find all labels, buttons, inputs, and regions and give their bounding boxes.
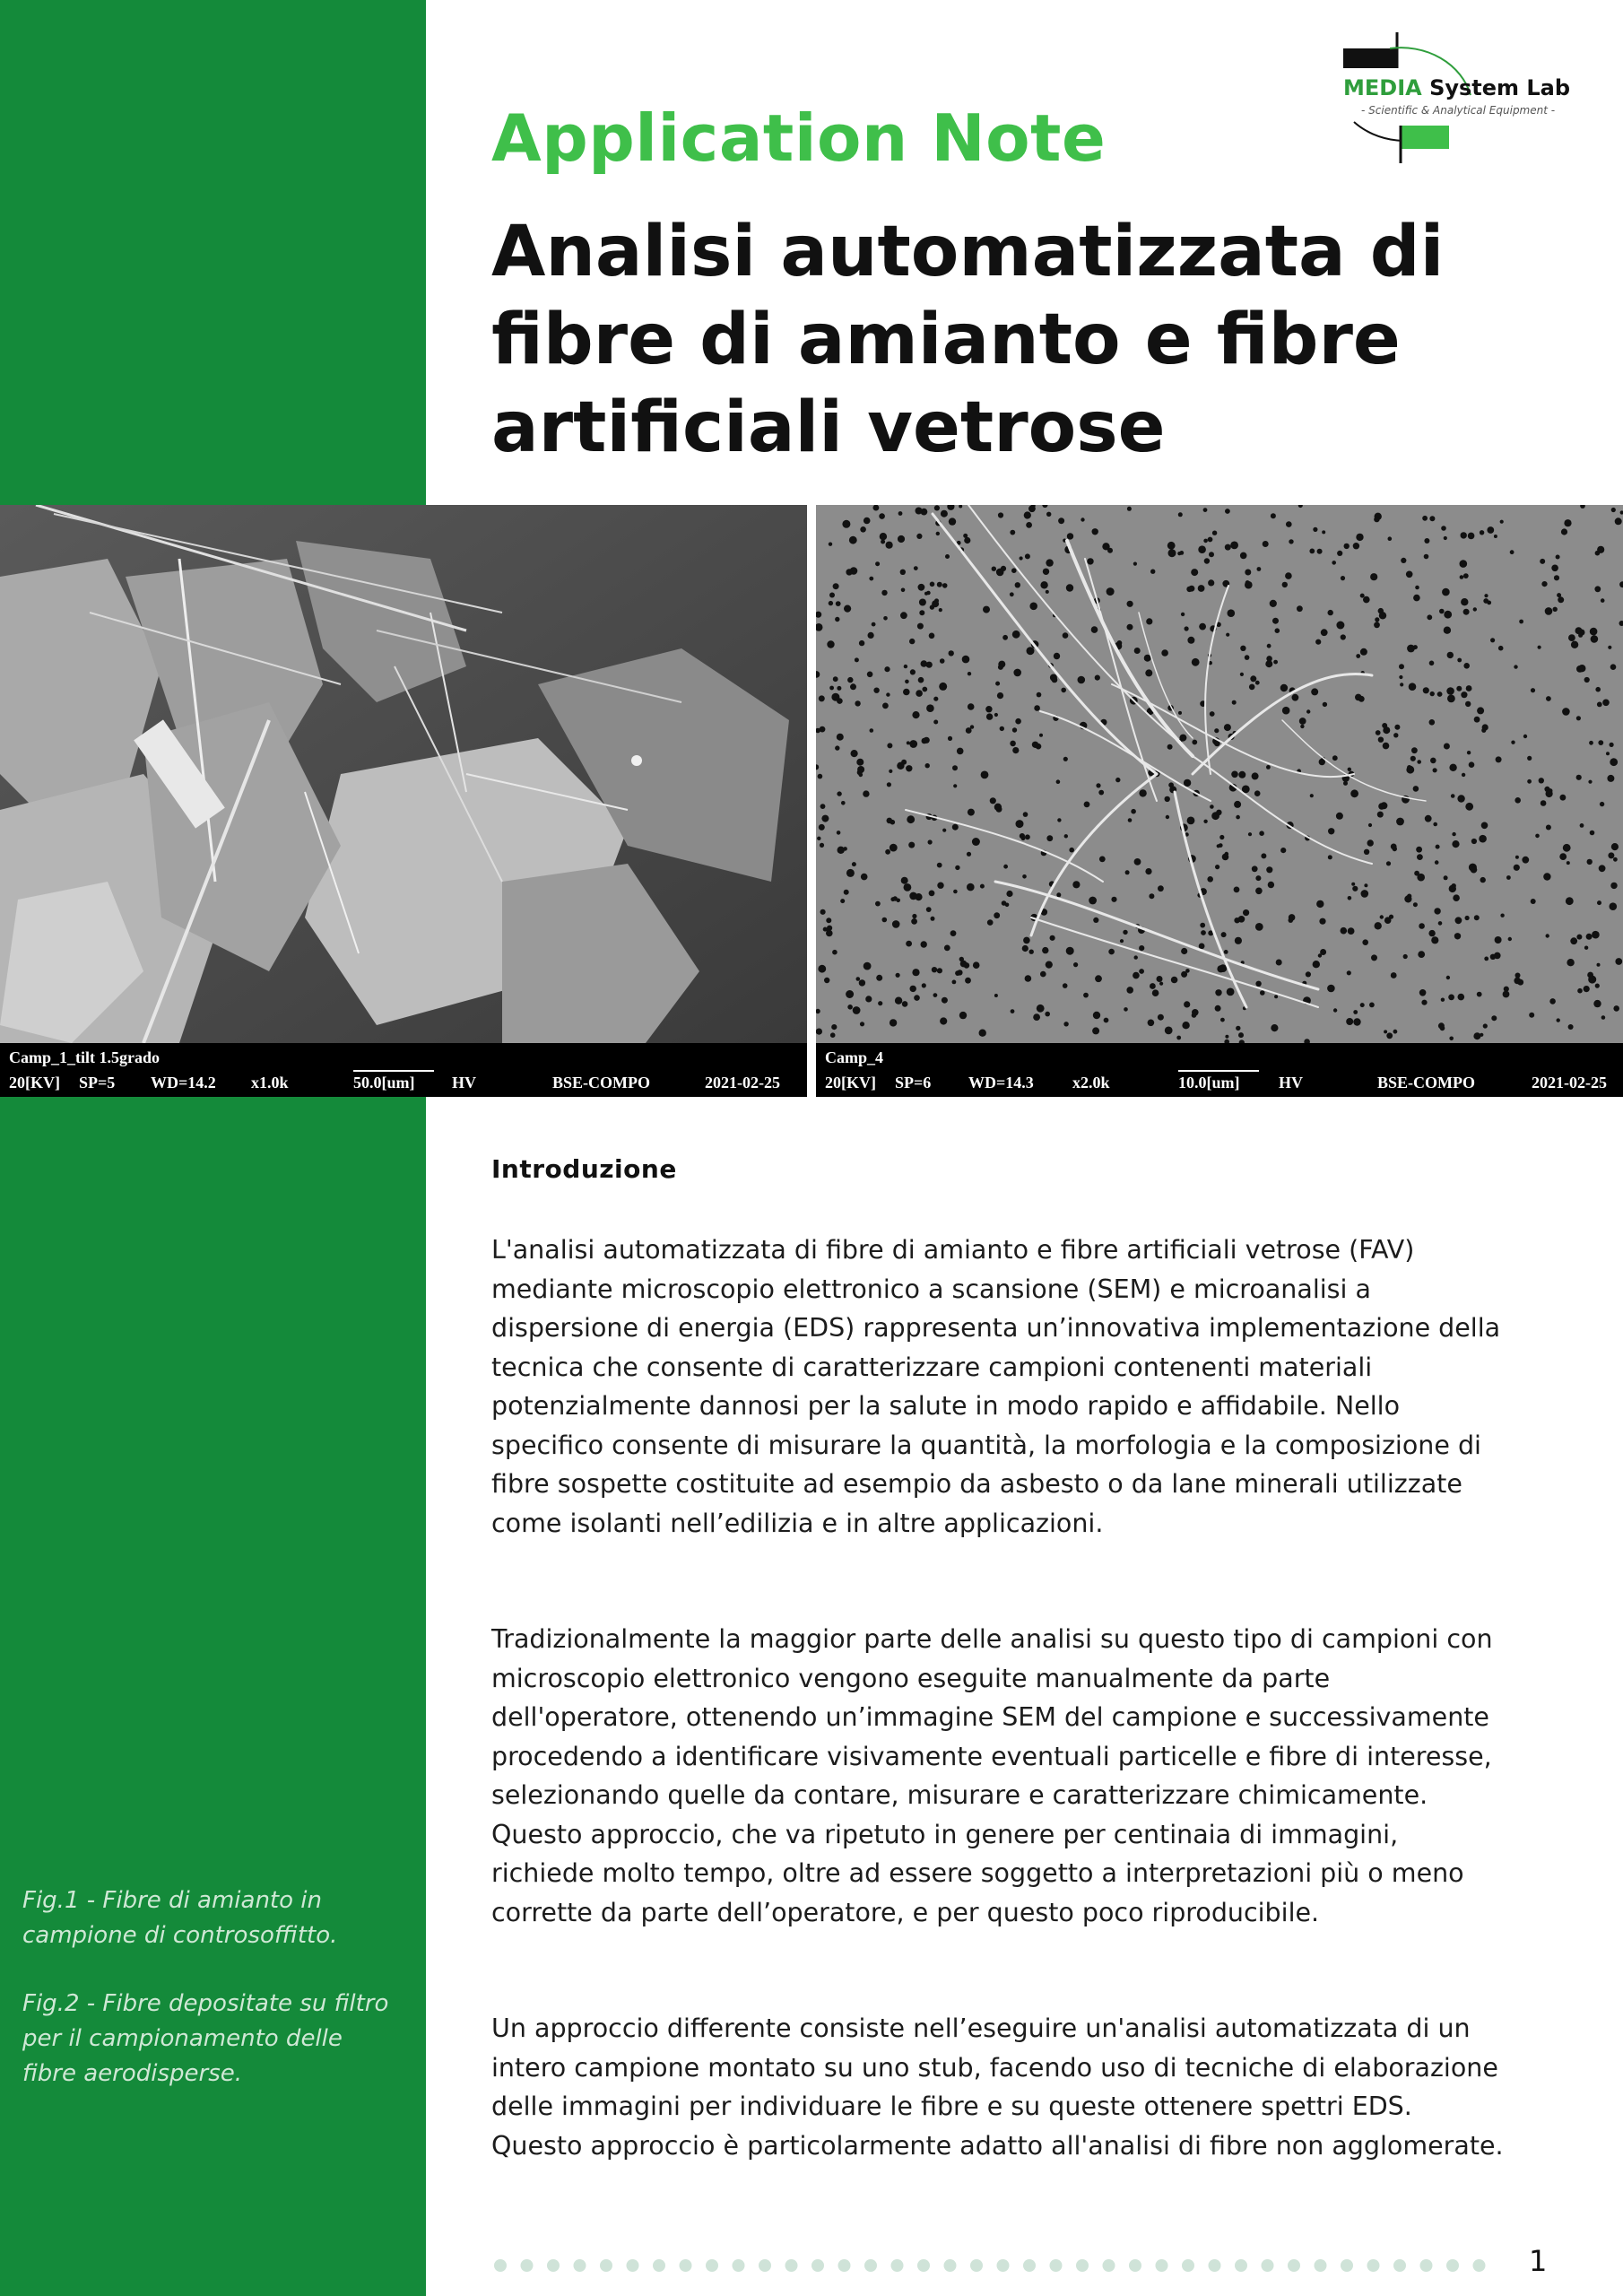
- sem-hv: HV: [1279, 1074, 1303, 1091]
- figure-caption-2: Fig.2 - Fibre depositate su filtro per il campionamento delle fibre aerodisperse.: [22, 1990, 389, 2087]
- sem-info-bar: [0, 1043, 807, 1097]
- sem-caption: Camp_1_tilt 1.5grado: [9, 1048, 160, 1066]
- sem-date: 2021-02-25: [705, 1074, 780, 1091]
- paragraph-3: Un approccio differente consiste nell’eseguire un'analisi automatizzata di un intero campione montato su uno stub, facendo uso di tecniche di elaborazione delle immagini per individuare le fibre e su queste ottenere spettri EDS. Questo approccio è particolarmente adatto all'analisi di fibre non agglomerate.: [491, 2013, 1504, 2161]
- sem-kv: 20[KV]: [825, 1074, 876, 1091]
- sem-mode: BSE-COMPO: [1377, 1074, 1476, 1091]
- green-sidebar-top: [0, 0, 426, 505]
- green-sidebar-bottom: [0, 1096, 426, 2296]
- sem-scale: 50.0[um]: [353, 1070, 434, 1092]
- sem-image-asbestos: [0, 505, 807, 1097]
- sem-mode: BSE-COMPO: [552, 1074, 651, 1091]
- figure-caption-1: Fig.1 - Fibre di amianto in campione di controsoffitto.: [22, 1887, 338, 1949]
- sem-wd: WD=14.3: [968, 1074, 1034, 1091]
- sem-kv: 20[KV]: [9, 1074, 60, 1091]
- logo-system-lab: System Lab: [1429, 75, 1571, 100]
- sem-micrograph-1: [0, 505, 807, 1043]
- sem-image-filter: [816, 505, 1623, 1097]
- dotted-divider: [491, 2257, 1505, 2274]
- company-logo: [1336, 32, 1605, 167]
- paragraph-1: L'analisi automatizzata di fibre di amianto e fibre artificiali vetrose (FAV) mediante microscopio elettronico a scansione (SEM) e microanalisi a dispersione di energia (EDS) rappresenta un’innovativa implementazione della tecnica che consente di caratterizzare campioni contenenti materiali potenzialmente dannosi per la salute in modo rapido e affidabile. Nello specifico consente di misurare la quantità, la morfologia e la composizione di fibre sospette costituite ad esempio da asbesto o da lane minerali utilizzate come isolanti nell’edilizia e in altre applicazioni.: [491, 1235, 1501, 1538]
- logo-tagline: - Scientific & Analytical Equipment -: [1361, 104, 1556, 117]
- sem-info-bar: [816, 1043, 1623, 1097]
- document-title: Analisi automatizzata di fibre di amianto e fibre artificiali vetrose: [491, 212, 1445, 468]
- page-number: 1: [1529, 2244, 1548, 2278]
- sem-date: 2021-02-25: [1532, 1074, 1607, 1091]
- sem-wd: WD=14.2: [151, 1074, 216, 1091]
- sem-sp: SP=5: [79, 1074, 116, 1091]
- sem-micrograph-2: [816, 505, 1623, 1043]
- logo-name: [1343, 75, 1570, 100]
- paragraph-2: Tradizionalmente la maggior parte delle analisi su questo tipo di campioni con microscopio elettronico vengono eseguite manualmente da parte dell'operatore, ottenendo un’immagine SEM del campione e successivamente procedendo a identificare visivamente eventuali particelle e fibre di interesse, selezionando quelle da contare, misurare e caratterizzare chimicamente. Questo approccio, che va ripetuto in genere per centinaia di immagini, richiede molto tempo, oltre ad essere soggetto a interpretazioni più o meno corrette da parte dell’operatore, e per questo poco riproducibile.: [491, 1624, 1493, 1927]
- sem-mag: x1.0k: [251, 1074, 289, 1091]
- sem-caption: Camp_4: [825, 1048, 884, 1066]
- sem-scale: 10.0[um]: [1178, 1070, 1259, 1092]
- section-heading-introduzione: Introduzione: [491, 1154, 677, 1184]
- sem-hv: HV: [452, 1074, 476, 1091]
- document-kicker: Application Note: [491, 100, 1107, 176]
- logo-brand: MEDIA: [1343, 75, 1422, 100]
- sem-mag: x2.0k: [1072, 1074, 1110, 1091]
- sem-sp: SP=6: [895, 1074, 932, 1091]
